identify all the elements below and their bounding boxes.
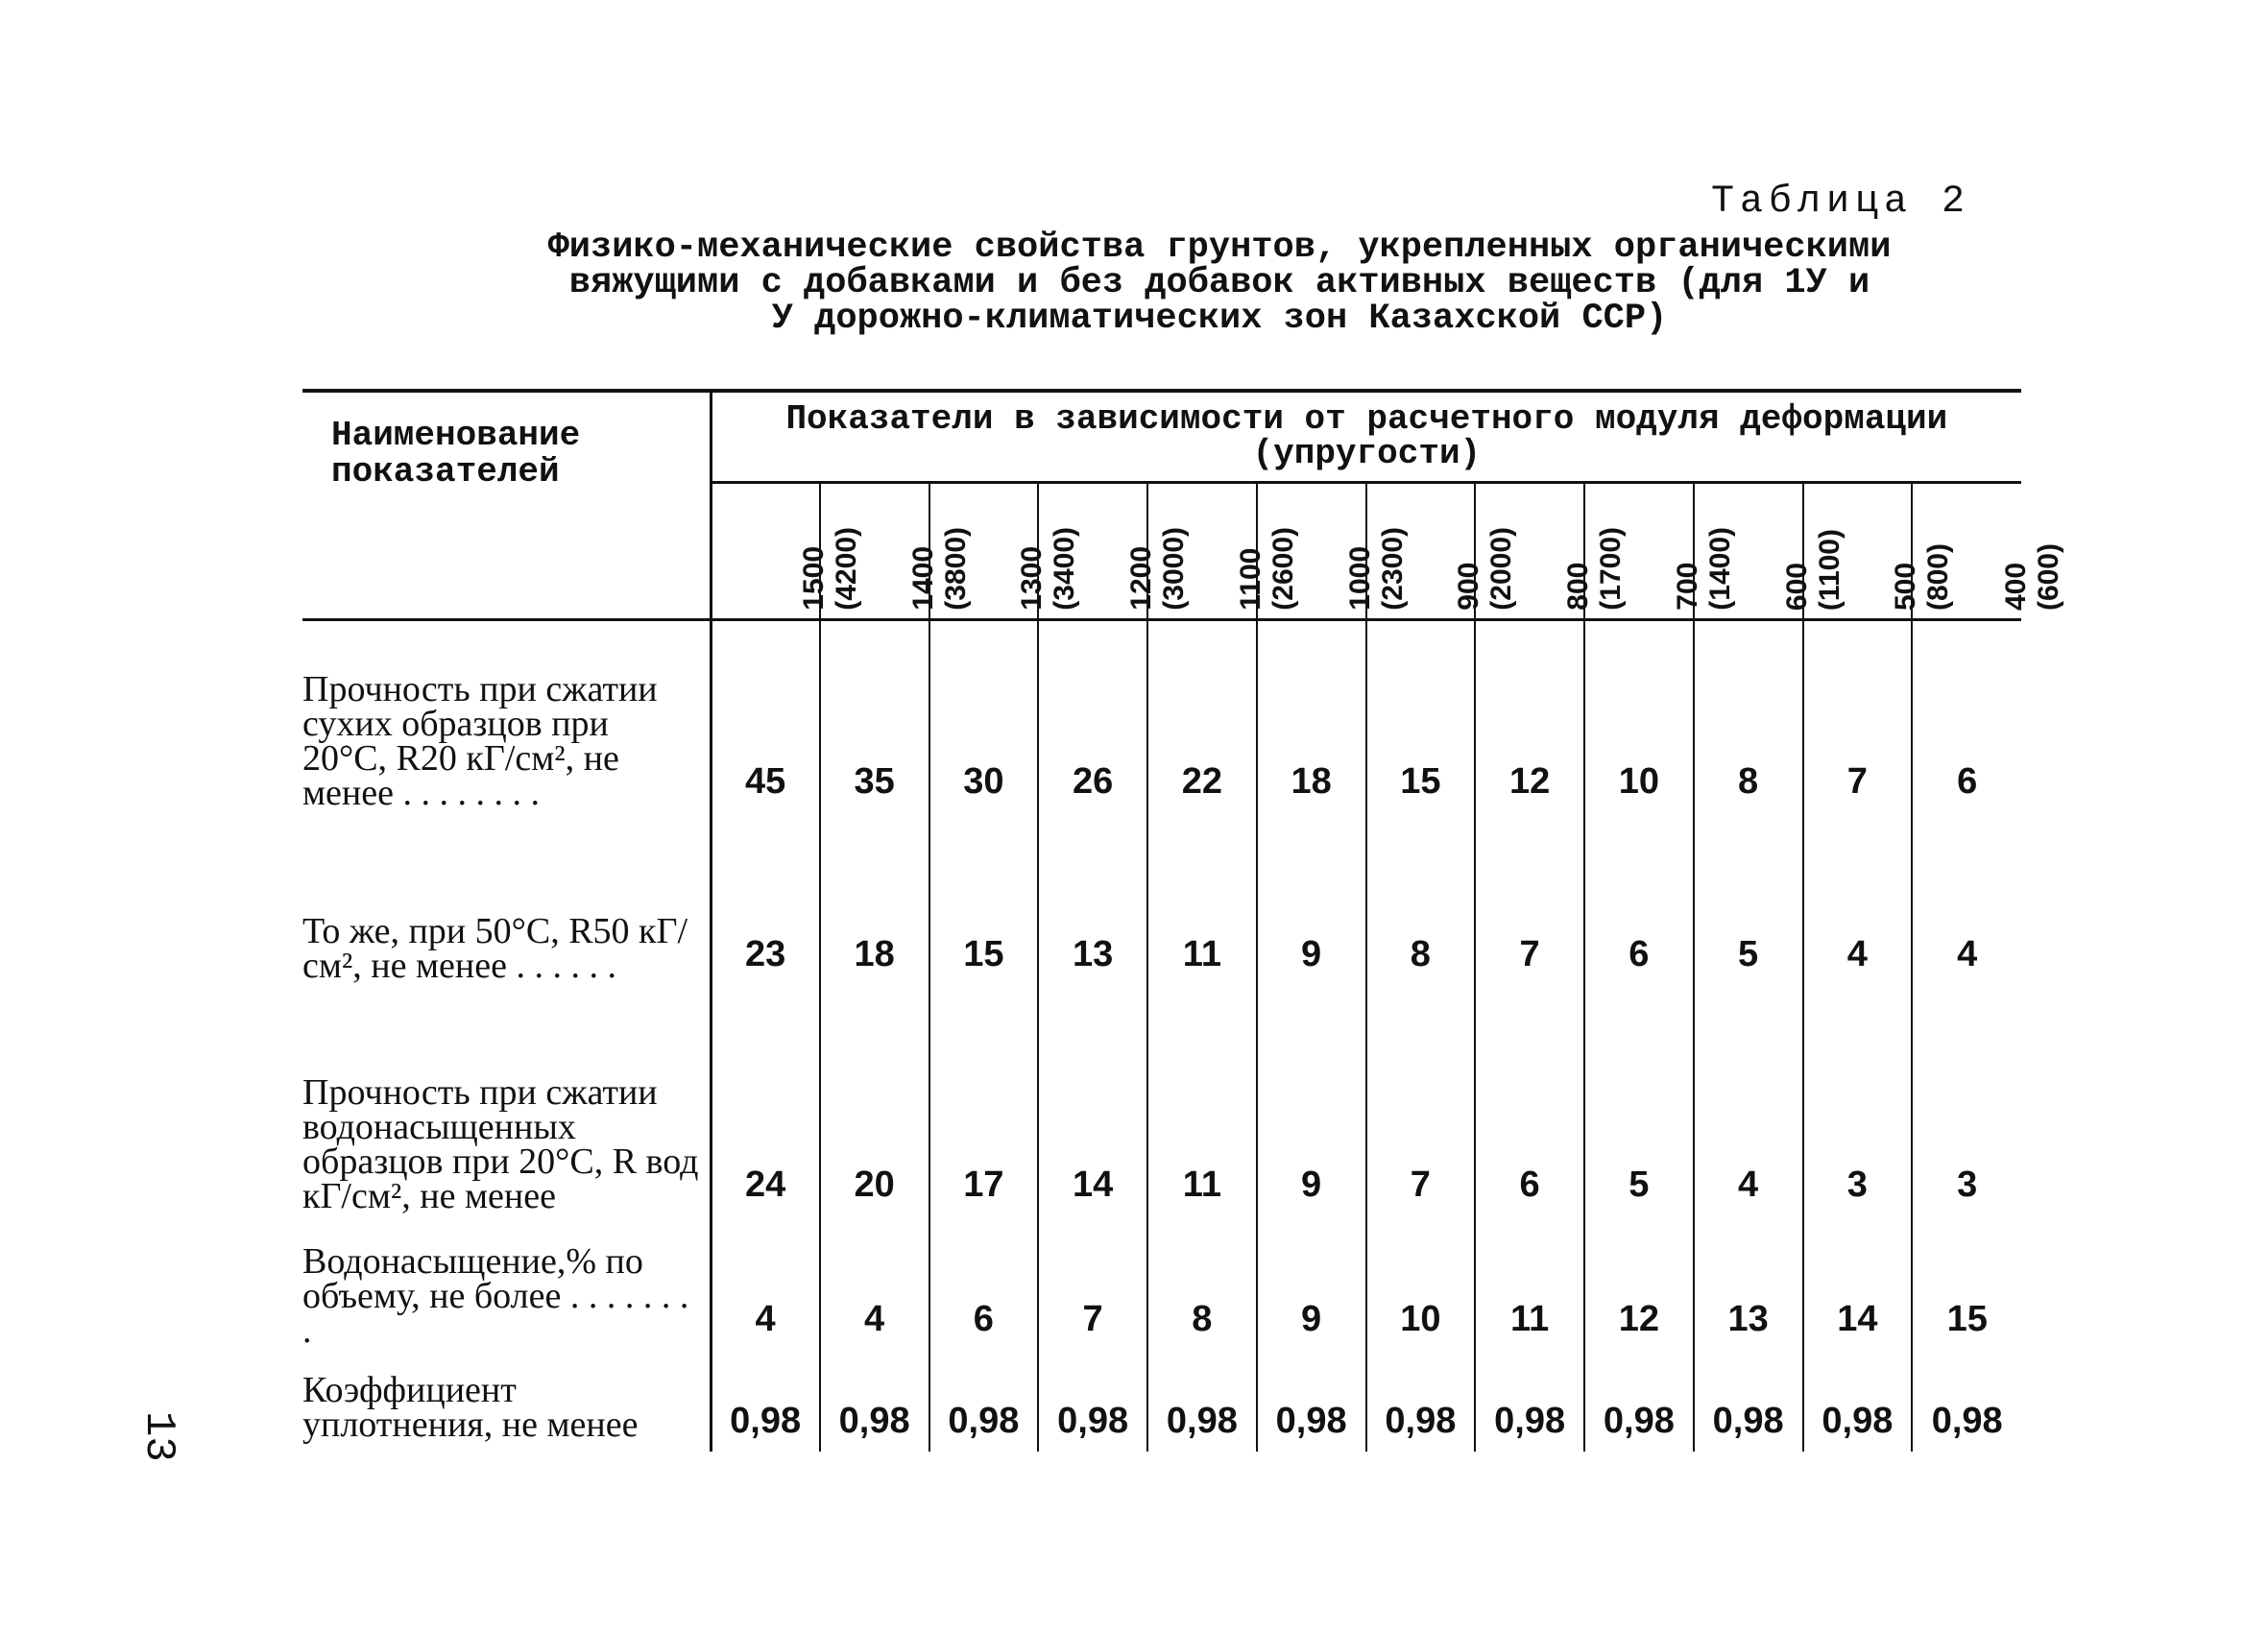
value-cell: 13: [1038, 822, 1147, 995]
value-cell: 4: [820, 1225, 929, 1359]
modulus-alt: (3000): [1158, 527, 1191, 611]
value-cell: 15: [1366, 620, 1476, 822]
table-caption: Таблица 2: [1710, 180, 1970, 224]
modulus-header-cell: [1694, 483, 1846, 620]
modulus-alt: (600): [2032, 542, 2064, 611]
value-cell: 7: [1475, 822, 1584, 995]
value-cell: 35: [820, 620, 929, 822]
table-row: [302, 995, 2021, 1225]
modulus-main: 500: [1890, 562, 1922, 611]
modulus-main: 1000: [1343, 546, 1376, 611]
properties-table: [302, 389, 2064, 1452]
group-header-label: Показатели в зависимости от расчетного модуля деформации (упругости): [785, 399, 1948, 473]
table-row: [302, 822, 2021, 995]
row-name: Прочность при сжатии сухих образцов при 20°С, R20 кГ/см², не менее . . . . . . . .: [302, 620, 711, 822]
value-cell: 3: [1803, 995, 1913, 1225]
value-cell: 14: [1038, 995, 1147, 1225]
row-header-label: Наименование показателей: [331, 416, 581, 492]
modulus-main: 900: [1453, 562, 1485, 611]
modulus-main: 600: [1780, 562, 1813, 611]
value-cell: 6: [1957, 760, 1978, 802]
value-cell: 0,98: [1475, 1359, 1584, 1452]
value-cell: 3: [1957, 1164, 1978, 1205]
value-cell: 11: [1147, 822, 1257, 995]
group-header-cell: [711, 391, 2021, 483]
value-cell: 11: [1147, 995, 1257, 1225]
value-cell: 0,98: [1366, 1359, 1476, 1452]
row-header-cell: [302, 391, 711, 620]
value-cell: 0,98: [1147, 1359, 1257, 1452]
value-cell: 12: [1584, 1225, 1694, 1359]
value-cell: 15: [929, 822, 1039, 995]
modulus-main: 1300: [1016, 546, 1049, 611]
modulus-alt: (3400): [1049, 527, 1081, 611]
modulus-alt: (1400): [1703, 527, 1736, 611]
modulus-header-cell: [929, 483, 1081, 620]
row-name: Коэффициент уплотнения, не менее: [302, 1359, 711, 1452]
row-name: Водонасыщение,% по объему, не более . . . . . . . .: [302, 1225, 711, 1359]
value-cell: 7: [1803, 620, 1913, 822]
value-cell: 9: [1257, 995, 1366, 1225]
value-cell: 7: [1366, 995, 1476, 1225]
value-cell: 9: [1257, 1225, 1366, 1359]
value-cell: 45: [711, 620, 820, 822]
table-row: [302, 1225, 2021, 1359]
value-cell: 0,98: [1931, 1400, 2003, 1441]
modulus-main: 800: [1562, 562, 1595, 611]
modulus-alt: (1100): [1813, 528, 1846, 611]
value-cell: 4: [1694, 995, 1803, 1225]
table-row: [302, 1359, 2021, 1452]
value-cell: 17: [929, 995, 1039, 1225]
value-cell: 9: [1257, 822, 1366, 995]
value-cell: 6: [1584, 822, 1694, 995]
table-title: [451, 230, 1988, 337]
value-cell: 0,98: [1038, 1359, 1147, 1452]
modulus-alt: (1700): [1595, 527, 1628, 611]
value-cell: 4: [1957, 933, 1978, 974]
modulus-main: 1500: [798, 546, 831, 611]
value-cell: 13: [1694, 1225, 1803, 1359]
value-cell: 12: [1475, 620, 1584, 822]
value-cell: 4: [711, 1225, 820, 1359]
value-cell: 8: [1694, 620, 1803, 822]
value-cell: 0,98: [1694, 1359, 1803, 1452]
modulus-header-cell: [1038, 483, 1191, 620]
modulus-label: [2000, 543, 2065, 611]
modulus-main: 1400: [906, 546, 939, 611]
value-cell: 0,98: [1257, 1359, 1366, 1452]
value-cell: 15: [1946, 1298, 1988, 1339]
value-cell: 23: [711, 822, 820, 995]
value-cell: 6: [1475, 995, 1584, 1225]
value-cell: 0,98: [711, 1359, 820, 1452]
modulus-alt: (800): [1922, 542, 1955, 611]
row-name: Прочность при сжатии водонасыщенных образцов при 20°С, R вод кГ/см², не менее: [302, 995, 711, 1225]
modulus-header-cell: [711, 483, 863, 620]
value-cell: 22: [1147, 620, 1257, 822]
value-cell: 14: [1803, 1225, 1913, 1359]
value-cell: 0,98: [820, 1359, 929, 1452]
value-cell: 0,98: [1803, 1359, 1913, 1452]
modulus-header-cell: [1803, 483, 1955, 620]
value-cell: 20: [820, 995, 929, 1225]
value-cell: 8: [1366, 822, 1476, 995]
modulus-header-cell: [1584, 483, 1736, 620]
value-cell: 30: [929, 620, 1039, 822]
modulus-header-cell: [1475, 483, 1628, 620]
modulus-main: 1100: [1234, 547, 1267, 611]
modulus-main: 1200: [1125, 546, 1158, 611]
value-cell: 0,98: [1584, 1359, 1694, 1452]
modulus-header-cell: [1912, 483, 2064, 620]
value-cell: 7: [1038, 1225, 1147, 1359]
modulus-alt: (3800): [939, 527, 972, 611]
modulus-alt: (2000): [1485, 527, 1518, 611]
modulus-main: 400: [1999, 562, 2032, 611]
table-row: [302, 620, 2021, 822]
value-cell: 5: [1694, 822, 1803, 995]
title-line-3: У дорожно-климатических зон Казахской ССР): [771, 299, 1668, 339]
modulus-main: 700: [1671, 562, 1703, 611]
value-cell: 18: [1257, 620, 1366, 822]
modulus-header-cell: [1257, 483, 1409, 620]
modulus-header-cell: [1366, 483, 1518, 620]
value-cell: 0,98: [929, 1359, 1039, 1452]
modulus-alt: (2600): [1267, 527, 1299, 611]
value-cell: 24: [711, 995, 820, 1225]
modulus-alt: (2300): [1376, 527, 1409, 611]
value-cell: 26: [1038, 620, 1147, 822]
value-cell: 10: [1366, 1225, 1476, 1359]
modulus-alt: (4200): [831, 527, 863, 611]
modulus-header-cell: [1147, 483, 1299, 620]
value-cell: 18: [820, 822, 929, 995]
title-line-1: Физико-механические свойства грунтов, укрепленных органическими: [547, 228, 1892, 268]
title-line-2: вяжущими с добавками и без добавок активных веществ (для 1У и: [568, 263, 1870, 303]
value-cell: 10: [1584, 620, 1694, 822]
value-cell: 11: [1475, 1225, 1584, 1359]
modulus-header-cell: [820, 483, 972, 620]
row-name: То же, при 50°С, R50 кГ/см², не менее . . . . . .: [302, 822, 711, 995]
value-cell: 4: [1803, 822, 1913, 995]
value-cell: 5: [1584, 995, 1694, 1225]
value-cell: 8: [1147, 1225, 1257, 1359]
table-body: [302, 620, 2021, 1452]
value-cell: 6: [929, 1225, 1039, 1359]
page-number: 13: [134, 1411, 182, 1462]
